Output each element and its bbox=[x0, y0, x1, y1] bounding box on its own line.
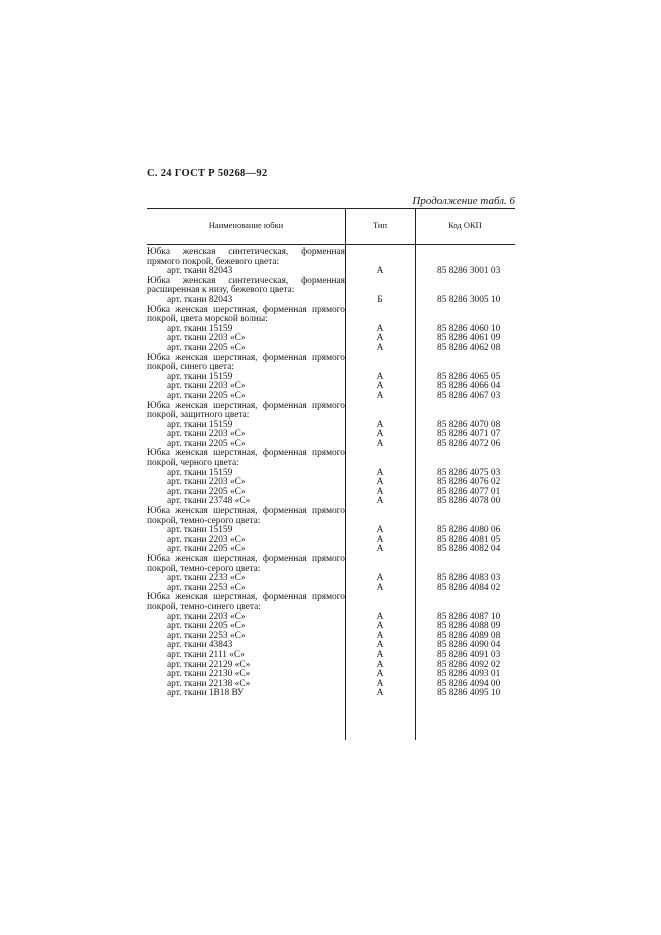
skirt-name-cell: арт. ткани 2205 «С» bbox=[167, 621, 246, 632]
okp-code-cell: 85 8286 4093 01 bbox=[437, 669, 501, 680]
okp-code-cell: 85 8286 4065 05 bbox=[437, 371, 501, 382]
okp-code-cell: 85 8286 4088 09 bbox=[437, 621, 501, 632]
table-group-row bbox=[147, 306, 515, 325]
skirt-name-cell: арт. ткани 15159 bbox=[167, 419, 233, 430]
okp-code-cell: 85 8286 4084 02 bbox=[437, 582, 501, 593]
table-continuation-caption: Продолжение табл. 6 bbox=[412, 195, 515, 207]
type-cell: А bbox=[376, 381, 384, 392]
table-row bbox=[147, 689, 515, 699]
table-top-rule bbox=[147, 208, 515, 209]
skirt-name-cell: Юбка женская шерстяная, форменная прямого покрой, темно-серого цвета: bbox=[147, 554, 345, 574]
okp-code-cell: 85 8286 4087 10 bbox=[437, 611, 501, 622]
type-cell: А bbox=[376, 534, 384, 545]
okp-code-cell: 85 8286 4091 03 bbox=[437, 649, 501, 660]
skirt-name-cell: арт. ткани 2203 «С» bbox=[167, 534, 246, 545]
okp-code-cell: 85 8286 4070 08 bbox=[437, 419, 501, 430]
type-cell: А bbox=[376, 390, 384, 401]
type-cell: Б bbox=[377, 294, 383, 305]
skirt-name-cell: Юбка женская шерстяная, форменная прямого покрой, защитного цвета: bbox=[147, 400, 345, 421]
skirt-name-cell: арт. ткани 2203 «С» bbox=[167, 333, 246, 344]
skirt-name-cell: арт. ткани 82043 bbox=[167, 266, 233, 277]
okp-code-cell: 85 8286 4082 04 bbox=[437, 544, 501, 555]
type-cell: А bbox=[376, 621, 384, 632]
table-group-row bbox=[147, 248, 515, 267]
okp-code-cell: 85 8286 4067 03 bbox=[437, 390, 501, 401]
page-header: С. 24 ГОСТ Р 50268—92 bbox=[147, 168, 268, 179]
type-cell: А bbox=[376, 496, 384, 507]
type-cell: А bbox=[376, 323, 384, 334]
type-cell: А bbox=[376, 266, 384, 277]
type-cell: А bbox=[376, 611, 384, 622]
type-cell: А bbox=[376, 582, 384, 593]
skirt-name-cell: Юбка женская шерстяная, форменная прямого покрой, темно-серого цвета: bbox=[147, 506, 345, 526]
type-cell: А bbox=[376, 544, 384, 555]
type-cell: А bbox=[376, 333, 384, 344]
skirt-name-cell: арт. ткани 2253 «С» bbox=[167, 582, 246, 593]
skirt-name-cell: арт. ткани 2253 «С» bbox=[167, 630, 246, 641]
type-cell: А bbox=[376, 649, 384, 660]
skirt-name-cell: арт. ткани 2203 «С» bbox=[167, 429, 246, 440]
skirt-name-cell: арт. ткани 15159 bbox=[167, 467, 233, 478]
column-header-code: Код ОКП bbox=[448, 220, 482, 230]
okp-code-cell: 85 8286 4083 03 bbox=[437, 573, 501, 584]
skirt-name-cell: Юбка женская шерстяная, форменная прямого покрой, синего цвета: bbox=[147, 352, 345, 373]
type-cell: А bbox=[376, 525, 384, 536]
table-group-row bbox=[147, 277, 515, 296]
okp-code-cell: 85 8286 4094 00 bbox=[437, 678, 501, 689]
table-group-row bbox=[147, 354, 515, 373]
skirt-name-cell: арт. ткани 2205 «С» bbox=[167, 390, 246, 401]
type-cell: А bbox=[376, 669, 384, 680]
okp-code-cell: 85 8286 4095 10 bbox=[437, 688, 501, 699]
type-cell: А bbox=[376, 467, 384, 478]
okp-code-cell: 85 8286 4078 00 bbox=[437, 496, 501, 507]
skirt-name-cell: арт. ткани 22138 «С» bbox=[167, 678, 251, 689]
skirt-name-cell: арт. ткани 23748 «С» bbox=[167, 496, 251, 507]
column-header-type: Тип bbox=[372, 220, 388, 230]
skirt-name-cell: Юбка женская синтетическая, форменная расширенная к низу, бежевого цвета: bbox=[147, 275, 345, 296]
skirt-name-cell: арт. ткани 2233 «С» bbox=[167, 573, 246, 584]
okp-code-cell: 85 8286 4075 03 bbox=[437, 467, 501, 478]
okp-code-cell: 85 8286 4071 07 bbox=[437, 429, 501, 440]
skirt-name-cell: арт. ткани 2203 «С» bbox=[167, 477, 246, 488]
type-cell: А bbox=[376, 419, 384, 430]
okp-code-cell: 85 8286 4072 06 bbox=[437, 438, 501, 449]
table-group-row bbox=[147, 593, 515, 612]
okp-code-cell: 85 8286 4066 04 bbox=[437, 381, 501, 392]
table-group-row bbox=[147, 402, 515, 421]
type-cell: А bbox=[376, 477, 384, 488]
skirt-name-cell: арт. ткани 82043 bbox=[167, 294, 233, 305]
skirt-name-cell: арт. ткани 2203 «С» bbox=[167, 381, 246, 392]
type-cell: А bbox=[376, 429, 384, 440]
type-cell: А bbox=[376, 573, 384, 584]
okp-code-cell: 85 8286 4060 10 bbox=[437, 323, 501, 334]
skirt-name-cell: арт. ткани 15159 bbox=[167, 371, 233, 382]
okp-code-cell: 85 8286 3001 03 bbox=[437, 266, 501, 277]
skirt-name-cell: Юбка женская шерстяная, форменная прямого покрой, черного цвета: bbox=[147, 448, 345, 469]
okp-code-cell: 85 8286 4090 04 bbox=[437, 640, 501, 651]
skirt-name-cell: арт. ткани 2205 «С» bbox=[167, 544, 246, 555]
type-cell: А bbox=[376, 342, 384, 353]
table-group-row bbox=[147, 507, 515, 526]
type-cell: А bbox=[376, 438, 384, 449]
table-body bbox=[147, 248, 515, 699]
column-header-name: Наименование юбки bbox=[208, 220, 284, 230]
okp-code-cell: 85 8286 3005 10 bbox=[437, 294, 501, 305]
table-group-row bbox=[147, 449, 515, 468]
skirt-name-cell: арт. ткани 22129 «С» bbox=[167, 659, 251, 670]
okp-code-cell: 85 8286 4092 02 bbox=[437, 659, 501, 670]
skirt-name-cell: арт. ткани 2205 «С» bbox=[167, 486, 246, 497]
skirt-name-cell: Юбка женская синтетическая, форменная прямого покрой, бежевого цвета: bbox=[147, 247, 345, 267]
skirt-name-cell: арт. ткани 2205 «С» bbox=[167, 438, 246, 449]
okp-code-cell: 85 8286 4061 09 bbox=[437, 333, 501, 344]
type-cell: А bbox=[376, 688, 384, 699]
skirt-name-cell: арт. ткани 22130 «С» bbox=[167, 669, 251, 680]
skirt-name-cell: арт. ткани 2203 «С» bbox=[167, 611, 246, 622]
okp-code-cell: 85 8286 4076 02 bbox=[437, 477, 501, 488]
table-group-row bbox=[147, 555, 515, 574]
skirt-name-cell: арт. ткани 15159 bbox=[167, 323, 233, 334]
okp-code-cell: 85 8286 4081 05 bbox=[437, 534, 501, 545]
skirt-name-cell: арт. ткани 2111 «С» bbox=[167, 649, 245, 660]
okp-code-cell: 85 8286 4080 06 bbox=[437, 525, 501, 536]
type-cell: А bbox=[376, 630, 384, 641]
type-cell: А bbox=[376, 486, 384, 497]
okp-code-cell: 85 8286 4077 01 bbox=[437, 486, 501, 497]
skirt-name-cell: арт. ткани 15159 bbox=[167, 525, 233, 536]
okp-code-cell: 85 8286 4062 08 bbox=[437, 342, 501, 353]
type-cell: А bbox=[376, 640, 384, 651]
type-cell: А bbox=[376, 678, 384, 689]
skirt-name-cell: арт. ткани 43843 bbox=[167, 640, 233, 651]
type-cell: А bbox=[376, 371, 384, 382]
skirt-name-cell: Юбка женская шерстяная, форменная прямого покрой, цвета морской волны: bbox=[147, 304, 345, 325]
okp-code-cell: 85 8286 4089 08 bbox=[437, 630, 501, 641]
table-header-rule bbox=[147, 244, 515, 245]
skirt-name-cell: арт. ткани 2205 «С» bbox=[167, 342, 246, 353]
type-cell: А bbox=[376, 659, 384, 670]
skirt-name-cell: Юбка женская шерстяная, форменная прямого покрой, темно-синего цвета: bbox=[147, 592, 345, 612]
skirt-name-cell: арт. ткани 1В18 ВУ bbox=[167, 688, 244, 699]
